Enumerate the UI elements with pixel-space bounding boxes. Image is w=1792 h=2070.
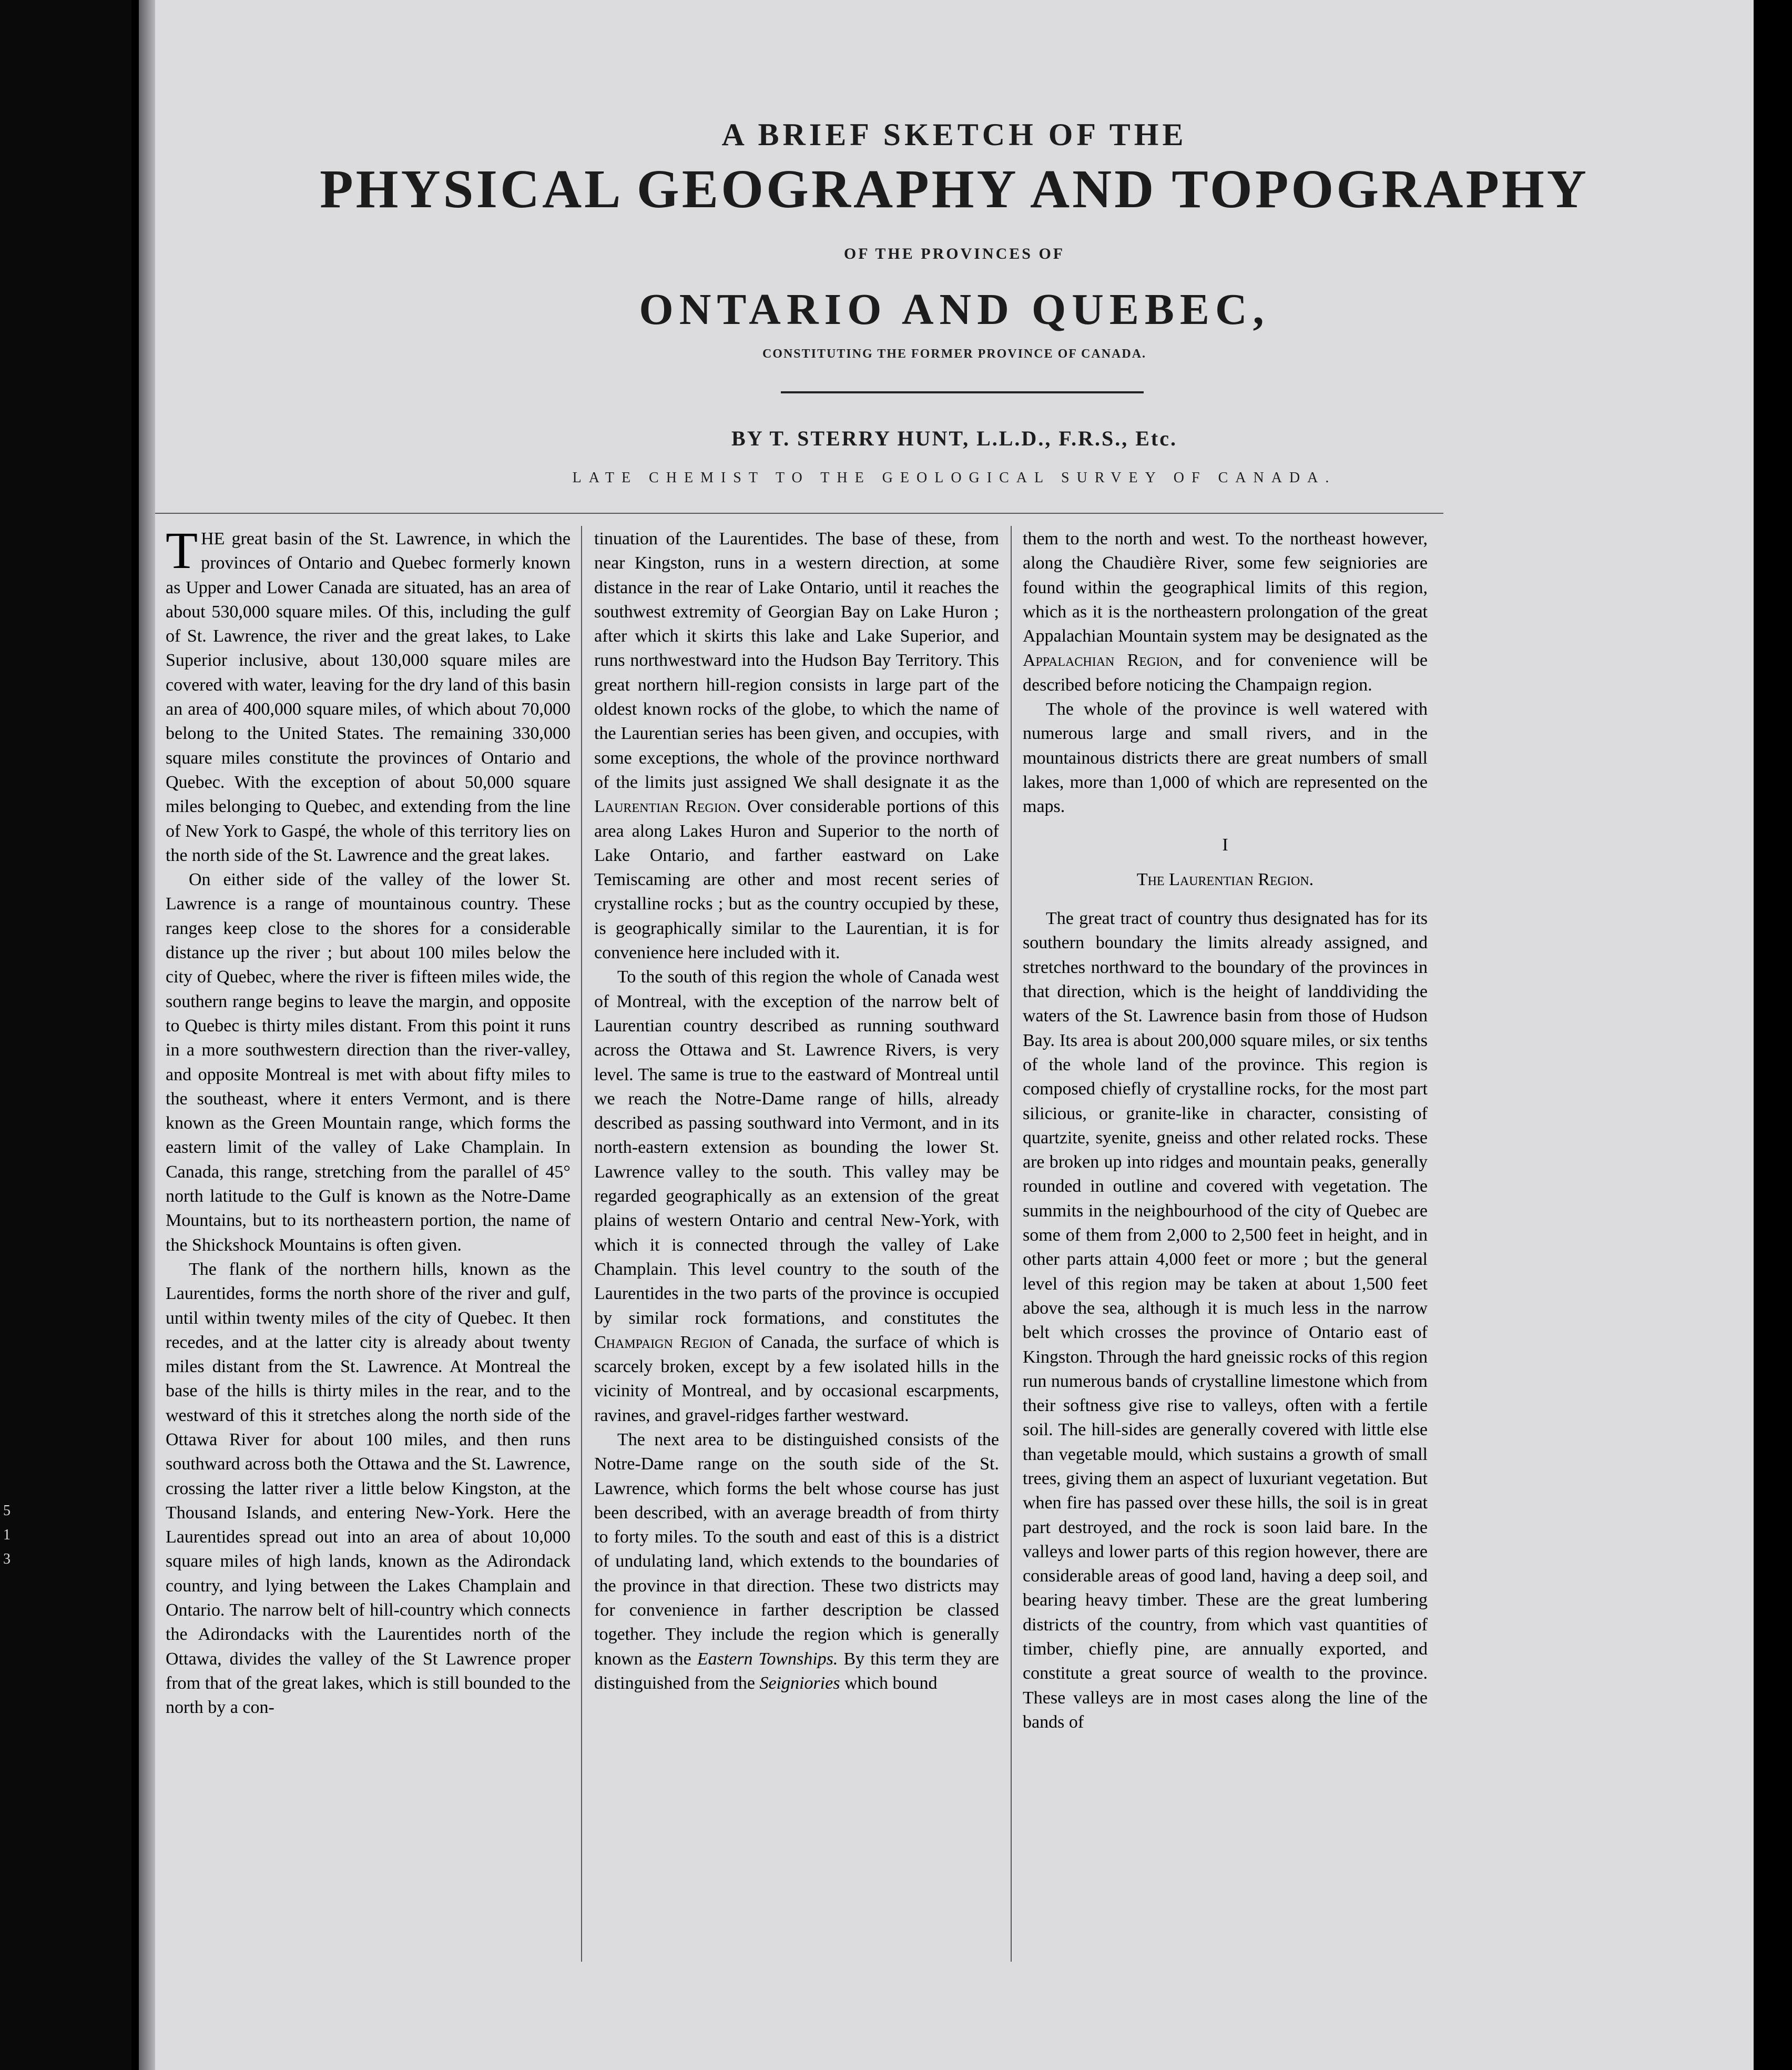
paragraph-text: The next area to be distinguished consists of the Notre-Dame range on the south side of the St. Lawrence, which forms the belt whose course has just been described, with an average breadth of from thirty to forty miles. To the south and east of this is a district of undulating land, which extends to the boundaries of the province in that direction. These two districts may for convenience in farther description be classed together. They include the region which is generally known as the [594,1429,999,1669]
paragraph-text: tinuation of the Laurentides. The base of these, from near Kingston, runs in a western direction, at some distance in the rear of Lake Ontario, until it reaches the southwest extremity of Georgian Bay on Lake Huron ; after which it skirts this lake and Lake Superior, and runs northwestward into the Hudson Bay Territory. This great northern hill-region consists in large part of the oldest known rocks of the globe, to which the name of the Laurentian series has been given, and occupies, with some exceptions, the whole of the province northward of the limits just assigned We shall designate it as the [594,529,999,792]
paragraph [594,527,999,965]
article-column-2 [594,527,999,1696]
region-term: Appalachian Region, [1023,651,1183,671]
paragraph-text: To the south of this region the whole of Canada west of Montreal, with the exception of the narrow belt of Laurentian country described as running southward across the Ottawa and St. Lawrence Rivers, is very level. The same is true to the eastward of Montreal until we reach the Notre-Dame range of hills, already described as passing southward into Vermont, and in its north-eastern extension as bounding the lower St. Lawrence valley to the south. This valley may be regarded geographically as an extension of the great plains of western Ontario and central New-York, with which it is connected through the valley of Lake Champlain. This level country to the south of the Laurentides in the two parts of the province is occupied by similar rock formations, and constitutes the [594,967,999,1328]
heading-line-5: CONSTITUTING THE FORMER PROVINCE OF CANADA. [762,347,1147,361]
italic-term: Seigniories [759,1673,840,1693]
main-title: PHYSICAL GEOGRAPHY AND TOPOGRAPHY [320,159,1589,219]
paragraph: The whole of the province is well watered with numerous large and small rivers, and in the mountainous districts there are great numbers of small lakes, more than 1,000 of which are represented on the maps. [1023,699,1428,817]
section-heading: The Laurentian Region. [1136,869,1314,889]
byline: BY T. STERRY HUNT, L.L.D., F.R.S., Etc. [731,427,1177,450]
paragraph [594,1428,999,1696]
scan-right-margin [1754,0,1792,2070]
article-column-3 [1023,527,1428,1734]
column-divider [581,526,582,1962]
drop-cap: T [166,521,198,580]
article-column-1 [166,521,571,1720]
paragraph-text: Over considerable portions of this area along Lakes Huron and Superior to the north of Lake Ontario, and farther eastward on Lake Temiscaming are other and most recent series of crystalline rocks ; but as the country occupied by these, is geographically similar to the Laurentian, it is for convenience here included with it. [594,797,1000,963]
edge-mark: 1 [3,1527,11,1543]
paragraph-text: and for convenience will be described before noticing the Champaign region. [1023,651,1428,695]
paragraph-text: them to the north and west. To the northeast however, along the Chaudière River, some few seigniories are found within the geographical limits of this region, which as it is the northeastern prolongation of the great Appalachian Mountain system may be designated as the [1023,529,1428,646]
paragraph [594,965,999,1428]
region-term: Champaign Region [594,1332,731,1352]
header-rule [155,513,1443,514]
paragraph: On either side of the valley of the lower St. Lawrence is a range of mountainous country. These ranges keep close to the shores for a considerable distance up the river ; but about 100 miles below the city of Quebec, where the river is fifteen miles wide, the southern range begins to leave the margin, and opposite to Quebec is thirty miles distant. From this point it runs in a more southwestern direction than the river-valley, and opposite Montreal is met with about fifty miles to the southeast, where it enters Vermont, and is there known as the Green Mountain range, which forms the eastern limit of the valley of Lake Champlain. In Canada, this range, stretching from the parallel of 45° north latitude to the Gulf is known as the Notre-Dame Mountains, but to its northeastern portion, the name of the Shickshock Mountains is often given. [166,870,571,1255]
heading-line-1: A BRIEF SKETCH OF THE [721,117,1187,152]
paragraph: The great tract of country thus designated has for its southern boundary the limits already assigned, and stretches northward to the boundary of the provinces in that direction, which is the height of landdividing the waters of the St. Lawrence basin from those of Hudson Bay. Its area is about 200,000 square miles, or six tenths of the whole land of the province. This region is composed chiefly of crystalline rocks, for the most part silicious, or granite-like in character, consisting of quartzite, syenite, gneiss and other related rocks. These are broken up into ridges and mountain peaks, generally rounded in outline and covered with vegetation. The summits in the neighbourhood of the city of Quebec are some of them from 2,000 to 2,500 feet in height, and in other parts attain 4,000 feet or more ; but the general level of this region may be taken at about 1,500 feet above the sea, although it is much less in the narrow belt which crosses the province of Ontario east of Kingston. Through the hard gneissic rocks of this region run numerous bands of crystalline limestone which from their softness give rise to valleys, often with a fertile soil. The hill-sides are generally covered with little else than vegetable mould, which sustains a growth of small trees, giving them an aspect of luxuriant vegetation. But when fire has passed over these hills, the soil is in great part destroyed, and the rock is soon laid bare. In the valleys and lower parts of this region however, there are considerable areas of good land, having a deep soil, and bearing heavy timber. These are the great lumbering districts of the country, from which vast quantities of timber, chiefly pine, are annually exported, and constitute a great source of wealth to the province. These valleys are in most cases along the line of the bands of [1023,909,1428,1732]
subtitle-provinces: ONTARIO AND QUEBEC, [639,285,1270,334]
paragraph-text: which bound [844,1673,938,1693]
edge-mark: 5 [3,1503,11,1519]
region-term: Laurentian Region. [594,797,741,817]
paragraph [166,521,571,868]
paragraph-text: of Canada, the surface of which is scarcely broken, except by a few isolated hills in the vicinity of Montreal, and by occasional escarpments, ravines, and gravel-ridges farther westward. [594,1332,1000,1425]
paragraph [1023,527,1428,697]
paragraph: The flank of the northern hills, known as the Laurentides, forms the north shore of the river and gulf, until within twenty miles of the city of Quebec. It then recedes, and at the latter city is already about twenty miles distant from the St. Lawrence. At Montreal the base of the hills is thirty miles in the rear, and to the westward of this it stretches along the north side of the Ottawa River for about 100 miles, and then runs southward across both the Ottawa and the St. Lawrence, crossing the latter river a little below Kingston, at the Thousand Islands, and entering New-York. Here the Laurentides spread out into an area of about 10,000 square miles of high lands, known as the Adirondack country, and lying between the Lakes Champlain and Ontario. The narrow belt of hill-country which connects the Adirondacks with the Laurentides north of the Ottawa, divides the valley of the St Lawrence proper from that of the great lakes, which is still bounded to the north by a con- [166,1259,571,1718]
edge-marks [0,1499,14,1571]
paragraph-text: By this term they are distinguished from the [594,1649,1000,1693]
heading-line-3: OF THE PROVINCES OF [843,245,1065,262]
column-divider [1011,526,1012,1962]
affiliation: LATE CHEMIST TO THE GEOLOGICAL SURVEY OF CANADA. [572,470,1337,486]
title-divider [781,391,1144,393]
section-number: I [1222,835,1228,855]
paragraph-text: HE great basin of the St. Lawrence, in which the provinces of Ontario and Quebec formerly known as Upper and Lower Canada are situated, has an area of about 530,000 square miles. Of this, including the gulf of St. Lawrence, the river and the great lakes, to Lake Superior inclusive, about 130,000 square miles are covered with water, leaving for the dry land of this basin an area of 400,000 square miles, of which about 70,000 belong to the United States. The remaining 330,000 square miles constitute the provinces of Ontario and Quebec. With the exception of about 50,000 square miles belonging to Quebec, and extending from the line of New York to Gaspé, the whole of this territory lies on the north side of the St. Lawrence and the great lakes. [166,529,571,865]
italic-term: Eastern Townships. [697,1649,838,1669]
edge-mark: 3 [3,1551,11,1567]
scan-binding-edge [131,0,139,2070]
